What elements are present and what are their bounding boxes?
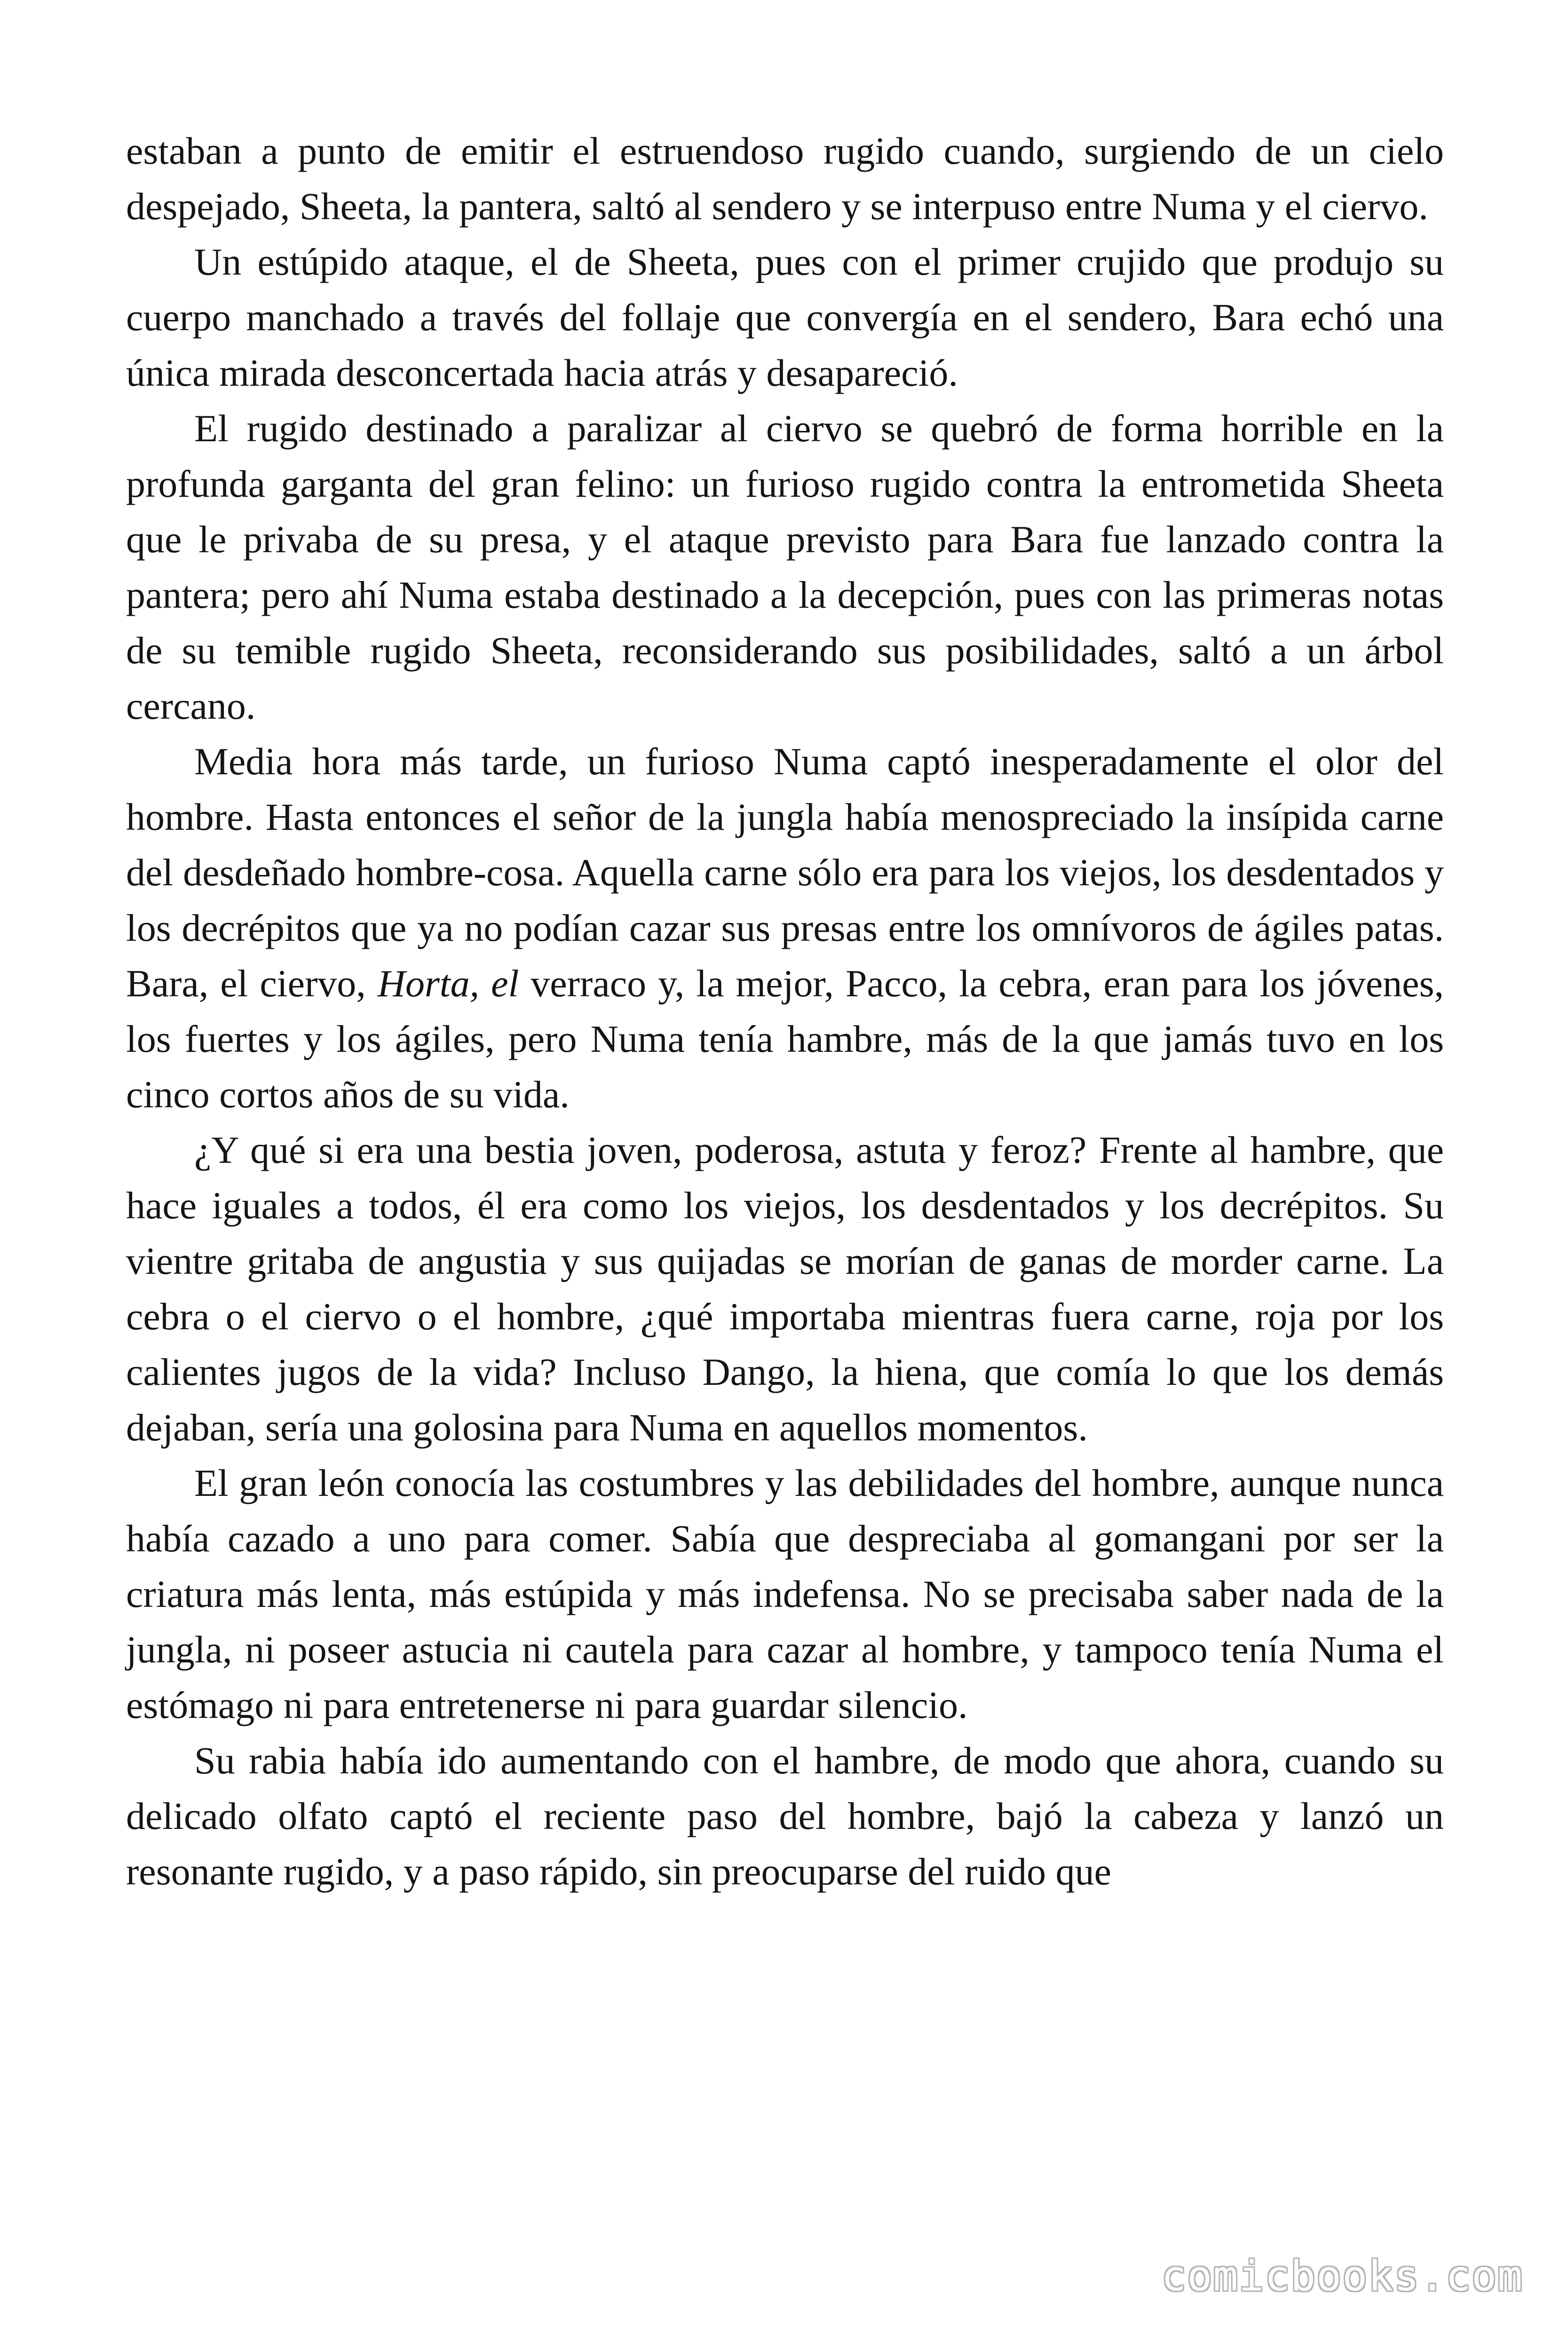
paragraph-4-part-1: Media hora más tarde, un furioso Numa captó inesperadamente el olor del hombre. Hasta entonces el señor de la jungla había menospreciado la insípida carne del desdeñado hombre-cosa. Aquella carne sólo era para los viejos, los desdentados y los decrépitos que ya no podían cazar sus presas entre los omnívoros de ágiles patas. Bara, el ciervo, bbox=[126, 740, 1444, 1005]
paragraph-7: Su rabia había ido aumentando con el hambre, de modo que ahora, cuando su delicado olfato captó el reciente paso del hombre, bajó la cabeza y lanzó un resonante rugido, y a paso rápido, sin preocuparse del ruido que bbox=[126, 1739, 1444, 1893]
paragraph-5: ¿Y qué si era una bestia joven, poderosa, astuta y feroz? Frente al hambre, que hace iguales a todos, él era como los viejos, los desdentados y los decrépitos. Su vientre gritaba de angustia y sus quijadas se morían de ganas de morder carne. La cebra o el ciervo o el hombre, ¿qué importaba mientras fuera carne, roja por los calientes jugos de la vida? Incluso Dango, la hiena, que comía lo que los demás dejaban, sería una golosina para Numa en aquellos momentos. bbox=[126, 1128, 1444, 1449]
paragraph-6: El gran león conocía las costumbres y las debilidades del hombre, aunque nunca había cazado a uno para comer. Sabía que despreciaba al gomangani por ser la criatura más lenta, más estúpida y más indefensa. No se precisaba saber nada de la jungla, ni poseer astucia ni cautela para cazar al hombre, y tampoco tenía Numa el estómago ni para entretenerse ni para guardar silencio. bbox=[126, 1462, 1444, 1726]
paragraph-3: El rugido destinado a paralizar al ciervo se quebró de forma horrible en la profunda garganta del gran felino: un furioso rugido contra la entrometida Sheeta que le privaba de su presa, y el ataque previsto para Bara fue lanzado contra la pantera; pero ahí Numa estaba destinado a la decepción, pues con las primeras notas de su temible rugido Sheeta, reconsiderando sus posibilidades, saltó a un árbol cercano. bbox=[126, 407, 1444, 727]
watermark: comicbooks.com bbox=[1161, 2252, 1523, 2300]
page-body bbox=[126, 123, 1444, 1899]
paragraph-4-italic: Horta, el bbox=[377, 962, 519, 1005]
paragraph-1: estaban a punto de emitir el estruendoso rugido cuando, surgiendo de un cielo despejado, Sheeta, la pantera, saltó al sendero y se interpuso entre Numa y el ciervo. bbox=[126, 129, 1444, 228]
paragraph-2: Un estúpido ataque, el de Sheeta, pues con el primer crujido que produjo su cuerpo manchado a través del follaje que convergía en el sendero, Bara echó una única mirada desconcertada hacia atrás y desapareció. bbox=[126, 240, 1444, 394]
paragraph-4 bbox=[126, 734, 1444, 1122]
paragraph-4-part-2: verraco y, la mejor, Pacco, la cebra, eran para los jóvenes, los fuertes y los ágiles, pero Numa tenía hambre, más de la que jamás tuvo en los cinco cortos años de su vida. bbox=[126, 962, 1444, 1116]
